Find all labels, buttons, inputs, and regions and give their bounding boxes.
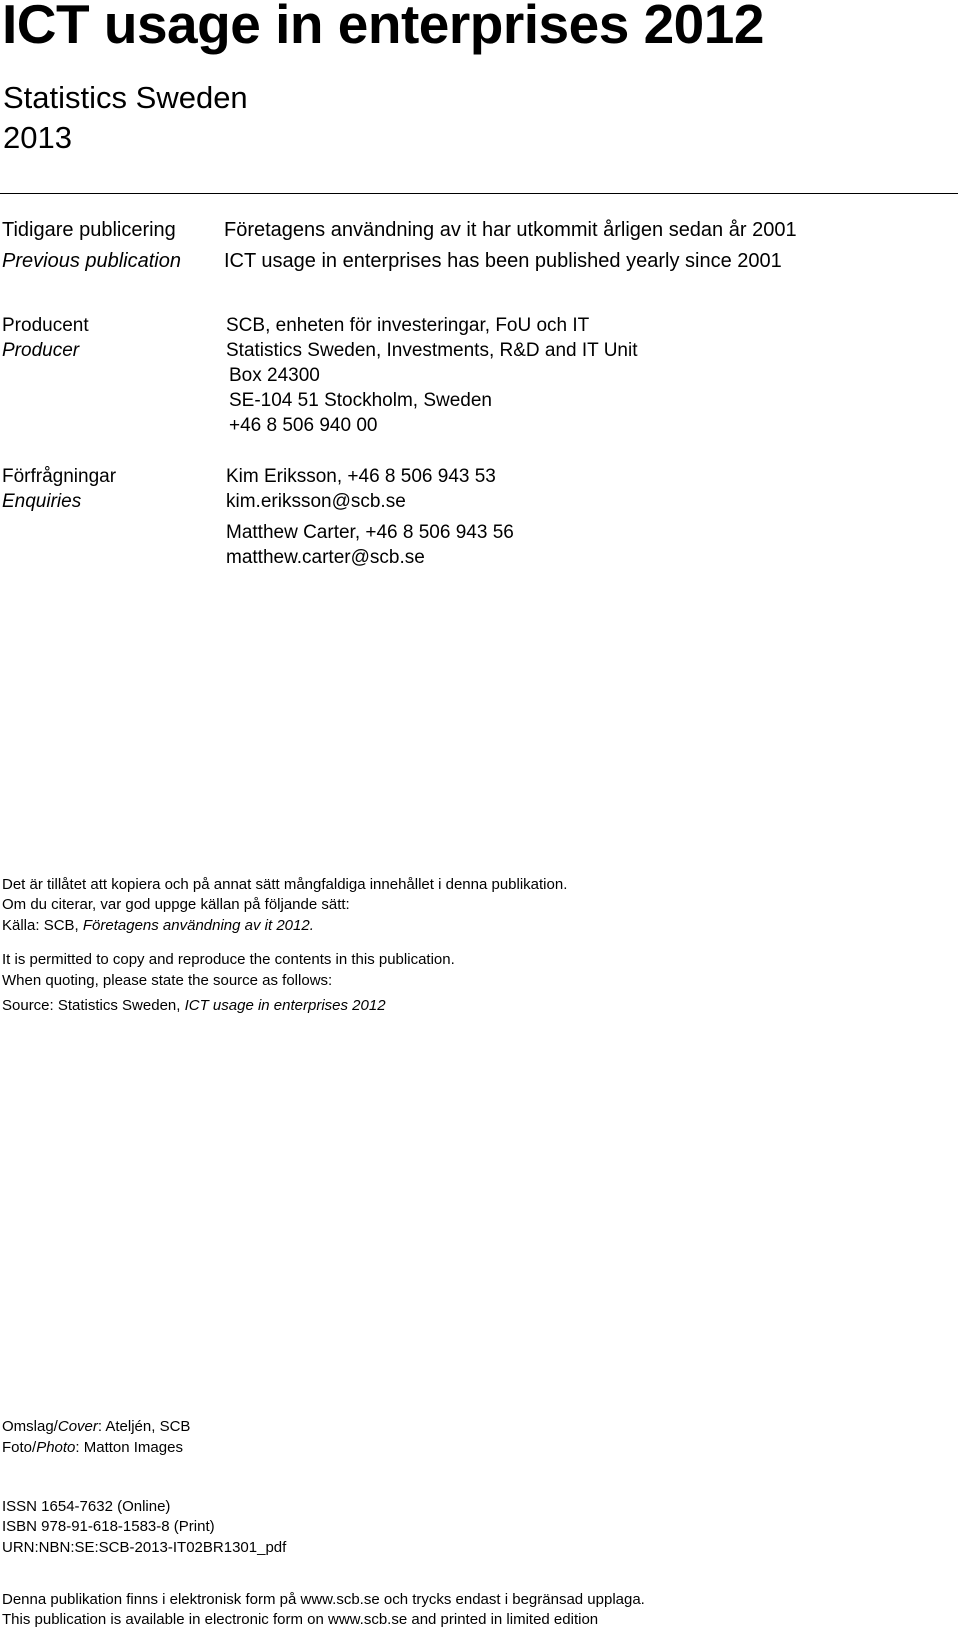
previous-publication-label-en: Previous publication bbox=[2, 250, 181, 272]
photo-credit-label-en: Photo bbox=[36, 1439, 76, 1456]
enquiries-label-en: Enquiries bbox=[2, 491, 82, 512]
cover-credit-label-en: Cover bbox=[57, 1418, 98, 1435]
contact-email[interactable]: kim.eriksson@scb.se bbox=[226, 491, 406, 512]
producer-line: SE-104 51 Stockholm, Sweden bbox=[229, 390, 492, 411]
photo-credit-label-sv: Foto/ bbox=[2, 1439, 37, 1456]
producer-line: Box 24300 bbox=[229, 365, 320, 386]
previous-publication-text-sv: Företagens användning av it har utkommit årligen sedan år 2001 bbox=[224, 219, 797, 241]
issn: ISSN 1654-7632 (Online) bbox=[2, 1498, 171, 1515]
previous-publication-label-sv: Tidigare publicering bbox=[2, 219, 176, 241]
cover-credit-value: : Ateljén, SCB bbox=[97, 1418, 191, 1435]
urn: URN:NBN:SE:SCB-2013-IT02BR1301_pdf bbox=[2, 1539, 287, 1556]
publisher-name: Statistics Sweden bbox=[3, 80, 248, 115]
producer-label-en: Producer bbox=[2, 340, 80, 361]
copyright-sv-line: Om du citerar, var god uppge källan på följande sätt: bbox=[2, 896, 350, 913]
photo-credit-value: : Matton Images bbox=[75, 1439, 183, 1456]
copyright-en-line: When quoting, please state the source as follows: bbox=[2, 972, 333, 989]
copyright-sv-source bbox=[2, 917, 314, 934]
copyright-sv-line: Det är tillåtet att kopiera och på annat sätt mångfaldiga innehållet i denna publikation. bbox=[2, 876, 568, 893]
producer-line: +46 8 506 940 00 bbox=[229, 415, 378, 436]
publication-year: 2013 bbox=[3, 120, 72, 155]
copyright-en-source-title: ICT usage in enterprises 2012 bbox=[184, 997, 386, 1014]
copyright-en-source-prefix: Source: Statistics Sweden, bbox=[2, 997, 185, 1014]
photo-credit bbox=[2, 1439, 183, 1456]
copyright-sv-source-prefix: Källa: SCB, bbox=[2, 917, 83, 934]
availability-sv: Denna publikation finns i elektronisk form på www.scb.se och trycks endast i begränsad upplaga. bbox=[2, 1591, 645, 1608]
contact-name-phone: Matthew Carter, +46 8 506 943 56 bbox=[226, 522, 514, 543]
previous-publication-text-en: ICT usage in enterprises has been published yearly since 2001 bbox=[224, 250, 782, 272]
isbn: ISBN 978-91-618-1583-8 (Print) bbox=[2, 1518, 215, 1535]
producer-line: Statistics Sweden, Investments, R&D and IT Unit bbox=[226, 340, 638, 361]
cover-credit bbox=[2, 1418, 190, 1435]
copyright-en-source bbox=[2, 997, 386, 1014]
copyright-en-line: It is permitted to copy and reproduce the contents in this publication. bbox=[2, 951, 455, 968]
cover-credit-label-sv: Omslag/ bbox=[2, 1418, 58, 1435]
availability-en: This publication is available in electronic form on www.scb.se and printed in limited edition bbox=[2, 1611, 599, 1628]
contact-email[interactable]: matthew.carter@scb.se bbox=[226, 547, 425, 568]
page-title: ICT usage in enterprises 2012 bbox=[2, 0, 764, 55]
contact-name-phone: Kim Eriksson, +46 8 506 943 53 bbox=[226, 466, 496, 487]
producer-line: SCB, enheten för investeringar, FoU och IT bbox=[226, 315, 590, 336]
producer-label-sv: Producent bbox=[2, 315, 89, 336]
header-divider bbox=[0, 193, 958, 194]
copyright-sv-source-title: Företagens användning av it 2012. bbox=[82, 917, 314, 934]
enquiries-label-sv: Förfrågningar bbox=[2, 466, 117, 487]
